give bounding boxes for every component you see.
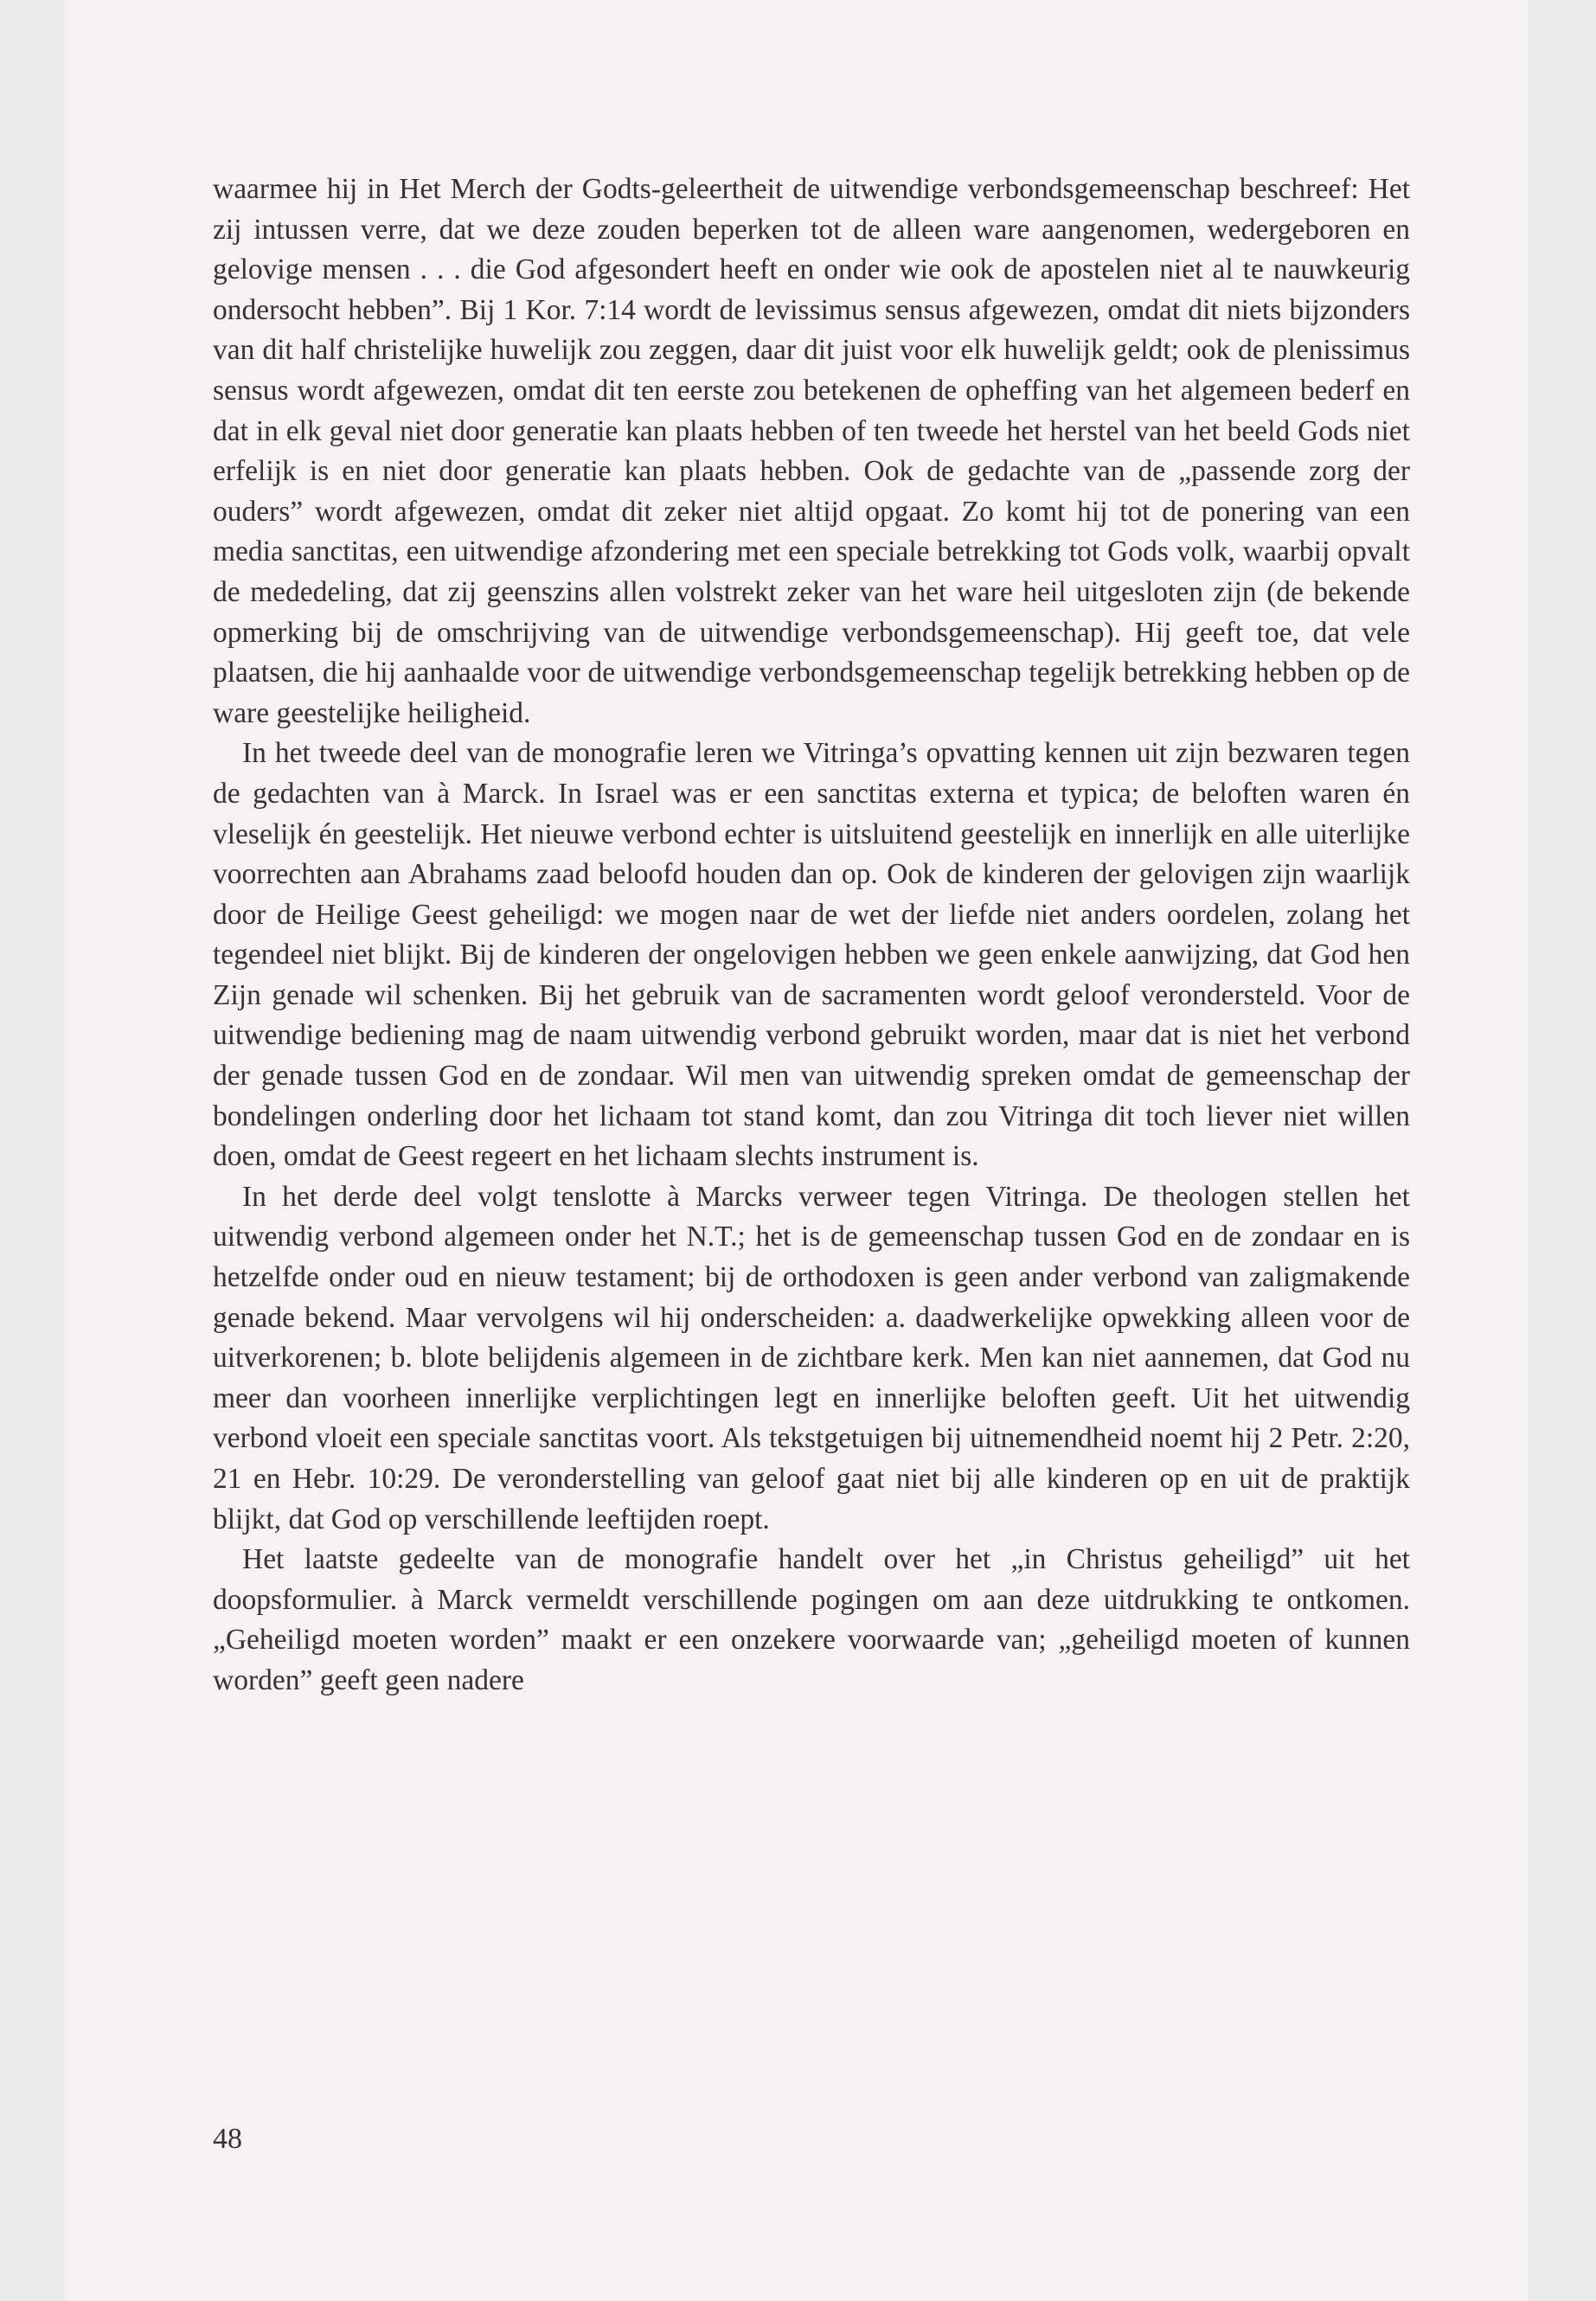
book-page [65,0,1529,2301]
body-text [213,170,1410,1702]
page-number: 48 [213,2123,242,2155]
paragraph-4: Het laatste gedeelte van de monografie handelt over het „in Christus geheiligd” uit het doopsformulier. à Marck vermeldt verschillende pogingen om aan deze uitdrukking te ontkomen. „Geheiligd moeten worden” maakt er een onzekere voorwaarde van; „geheiligd moeten of kunnen worden” geeft geen nadere [213,1543,1410,1696]
paragraph-3: In het derde deel volgt tenslotte à Marcks verweer tegen Vitringa. De theologen stellen het uitwendig verbond algemeen onder het N.T.; het is de gemeenschap tussen God en de zondaar en is hetzelfde onder oud en nieuw testament; bij de orthodoxen is geen ander verbond van zaligmakende genade bekend. Maar vervolgens wil hij onderscheiden: a. daadwerkelijke opwekking alleen voor de uitverkorenen; b. blote belijdenis algemeen in de zichtbare kerk. Men kan niet aannemen, dat God nu meer dan voorheen innerlijke verplichtingen legt en innerlijke beloften geeft. Uit het uitwendig verbond vloeit een speciale sanctitas voort. Als tekstgetuigen bij uitnemendheid noemt hij 2 Petr. 2:20, 21 en Hebr. 10:29. De veronderstelling van geloof gaat niet bij alle kinderen op en uit de praktijk blijkt, dat God op verschillende leeftijden roept. [213,1180,1410,1535]
paragraph-2: In het tweede deel van de monografie leren we Vitringa’s opvatting kennen uit zijn bezwaren tegen de gedachten van à Marck. In Israel was er een sanctitas externa et typica; de beloften waren én vleselijk én geestelijk. Het nieuwe verbond echter is uitsluitend geestelijk en innerlijk en alle uiterlijke voorrechten aan Abrahams zaad beloofd houden dan op. Ook de kinderen der gelovigen zijn waarlijk door de Heilige Geest geheiligd: we mogen naar de wet der liefde niet anders oordelen, zolang het tegendeel niet blijkt. Bij de kinderen der ongelovigen hebben we geen enkele aanwijzing, dat God hen Zijn genade wil schenken. Bij het gebruik van de sacramenten wordt geloof verondersteld. Voor de uitwendige bediening mag de naam uitwendig verbond gebruikt worden, maar dat is niet het verbond der genade tussen God en de zondaar. Wil men van uitwendig spreken omdat de gemeenschap der bondelingen onderling door het lichaam tot stand komt, dan zou Vitringa dit toch liever niet willen doen, omdat de Geest regeert en het lichaam slechts instrument is. [213,737,1410,1173]
paragraph-1: waarmee hij in Het Merch der Godts-geleertheit de uitwendige verbondsgemeenschap beschreef: Het zij intussen verre, dat we deze zouden beperken tot de alleen ware aangenomen, wedergeboren en gelovige mensen . . . die God afgesondert heeft en onder wie ook de apostelen niet al te nauwkeurig ondersocht hebben”. Bij 1 Kor. 7:14 wordt de levissimus sensus afgewezen, omdat dit niets bijzonders van dit half christelijke huwelijk zou zeggen, daar dit juist voor elk huwelijk geldt; ook de plenissimus sensus wordt afgewezen, omdat dit ten eerste zou betekenen de opheffing van het algemeen bederf en dat in elk geval niet door generatie kan plaats hebben of ten tweede het herstel van het beeld Gods niet erfelijk is en niet door generatie kan plaats hebben. Ook de gedachte van de „passende zorg der ouders” wordt afgewezen, omdat dit zeker niet altijd opgaat. Zo komt hij tot de ponering van een media sanctitas, een uitwendige afzondering met een speciale betrekking tot Gods volk, waarbij opvalt de mededeling, dat zij geenszins allen volstrekt zeker van het ware heil uitgesloten zijn (de bekende opmerking bij de omschrijving van de uitwendige verbondsgemeenschap). Hij geeft toe, dat vele plaatsen, die hij aanhaalde voor de uitwendige verbondsgemeenschap tegelijk betrekking hebben op de ware geestelijke heiligheid. [213,173,1410,729]
